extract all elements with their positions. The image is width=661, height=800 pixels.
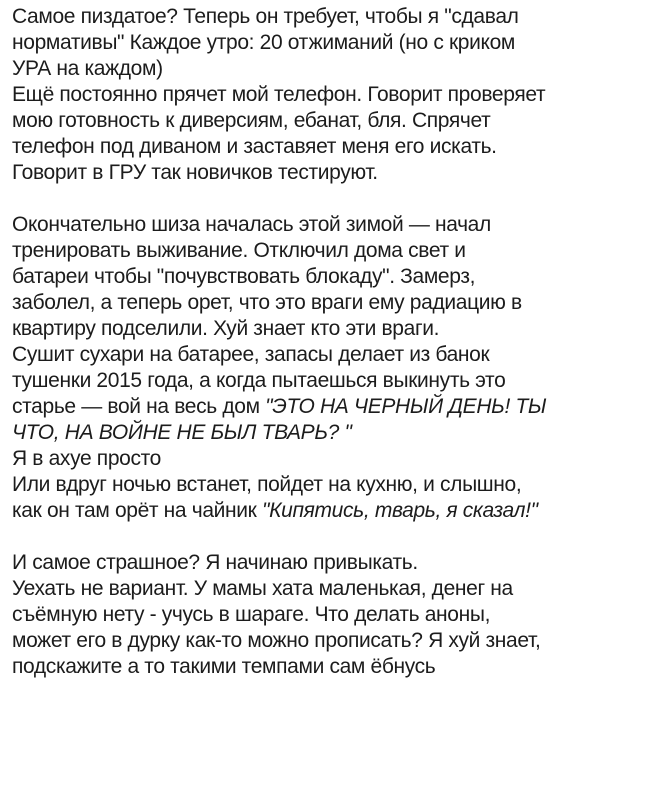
text-segment: Уехать не вариант. У мамы хата маленькая, денег на bbox=[12, 577, 513, 600]
text-line bbox=[12, 238, 652, 264]
text-line bbox=[12, 550, 652, 576]
text-line bbox=[12, 212, 652, 238]
text-line bbox=[12, 628, 652, 654]
text-segment: тренировать выживание. Отключил дома свет и bbox=[12, 239, 466, 262]
text-line bbox=[12, 576, 652, 602]
text-line bbox=[12, 56, 652, 82]
text-segment: старье — вой на весь дом bbox=[12, 395, 266, 418]
paragraph bbox=[12, 550, 652, 680]
text-segment: заболел, а теперь орет, что это враги ему радиацию в bbox=[12, 291, 522, 314]
text-segment: Самое пиздатое? Теперь он требует, чтобы я "сдавал bbox=[12, 5, 519, 28]
quote-segment: "Кипятись, тварь, я сказал!" bbox=[262, 499, 538, 522]
quote-segment: ЧТО, НА ВОЙНЕ НЕ БЫЛ ТВАРЬ? " bbox=[12, 421, 352, 444]
text-segment: квартиру подселили. Хуй знает кто эти враги. bbox=[12, 317, 440, 340]
text-segment: Или вдруг ночью встанет, пойдет на кухню, и слышно, bbox=[12, 473, 522, 496]
text-line bbox=[12, 394, 652, 420]
text-segment: батареи чтобы "почувствовать блокаду". Замерз, bbox=[12, 265, 476, 288]
text-line bbox=[12, 368, 652, 394]
text-segment: Сушит сухари на батарее, запасы делает из банок bbox=[12, 343, 490, 366]
text-line bbox=[12, 134, 652, 160]
text-segment: Я в ахуе просто bbox=[12, 447, 161, 470]
text-line bbox=[12, 82, 652, 108]
text-line bbox=[12, 446, 652, 472]
paragraph-gap bbox=[12, 524, 652, 550]
text-segment: Ещё постоянно прячет мой телефон. Говорит проверяет bbox=[12, 83, 546, 106]
text-line bbox=[12, 30, 652, 56]
text-segment: подскажите а то такими темпами сам ёбнусь bbox=[12, 655, 436, 678]
text-line bbox=[12, 472, 652, 498]
text-segment: Окончательно шиза началась этой зимой — начал bbox=[12, 213, 491, 236]
text-line bbox=[12, 160, 652, 186]
paragraph-gap bbox=[12, 186, 652, 212]
text-segment: Говорит в ГРУ так новичков тестируют. bbox=[12, 161, 378, 184]
text-line bbox=[12, 4, 652, 30]
text-segment: тушенки 2015 года, а когда пытаешься выкинуть это bbox=[12, 369, 506, 392]
paragraph bbox=[12, 212, 652, 524]
post-text bbox=[12, 4, 652, 680]
text-segment: съёмную нету - учусь в шараге. Что делать аноны, bbox=[12, 603, 491, 626]
text-line bbox=[12, 420, 652, 446]
text-line bbox=[12, 602, 652, 628]
text-segment: мою готовность к диверсиям, ебанат, бля. Спрячет bbox=[12, 109, 491, 132]
text-line bbox=[12, 290, 652, 316]
text-segment: телефон под диваном и заставяет меня его искать. bbox=[12, 135, 497, 158]
text-line bbox=[12, 654, 652, 680]
text-segment: УРА на каждом) bbox=[12, 57, 163, 80]
text-segment: как он там орёт на чайник bbox=[12, 499, 262, 522]
quote-segment: "ЭТО НА ЧЕРНЫЙ ДЕНЬ! ТЫ bbox=[265, 395, 547, 418]
text-line bbox=[12, 498, 652, 524]
text-line bbox=[12, 316, 652, 342]
text-line bbox=[12, 108, 652, 134]
text-line bbox=[12, 342, 652, 368]
text-segment: может его в дурку как-то можно прописать? Я хуй знает, bbox=[12, 629, 541, 652]
text-line bbox=[12, 264, 652, 290]
text-segment: И самое страшное? Я начинаю привыкать. bbox=[12, 551, 418, 574]
paragraph bbox=[12, 4, 652, 186]
text-segment: нормативы" Каждое утро: 20 отжиманий (но с криком bbox=[12, 31, 515, 54]
